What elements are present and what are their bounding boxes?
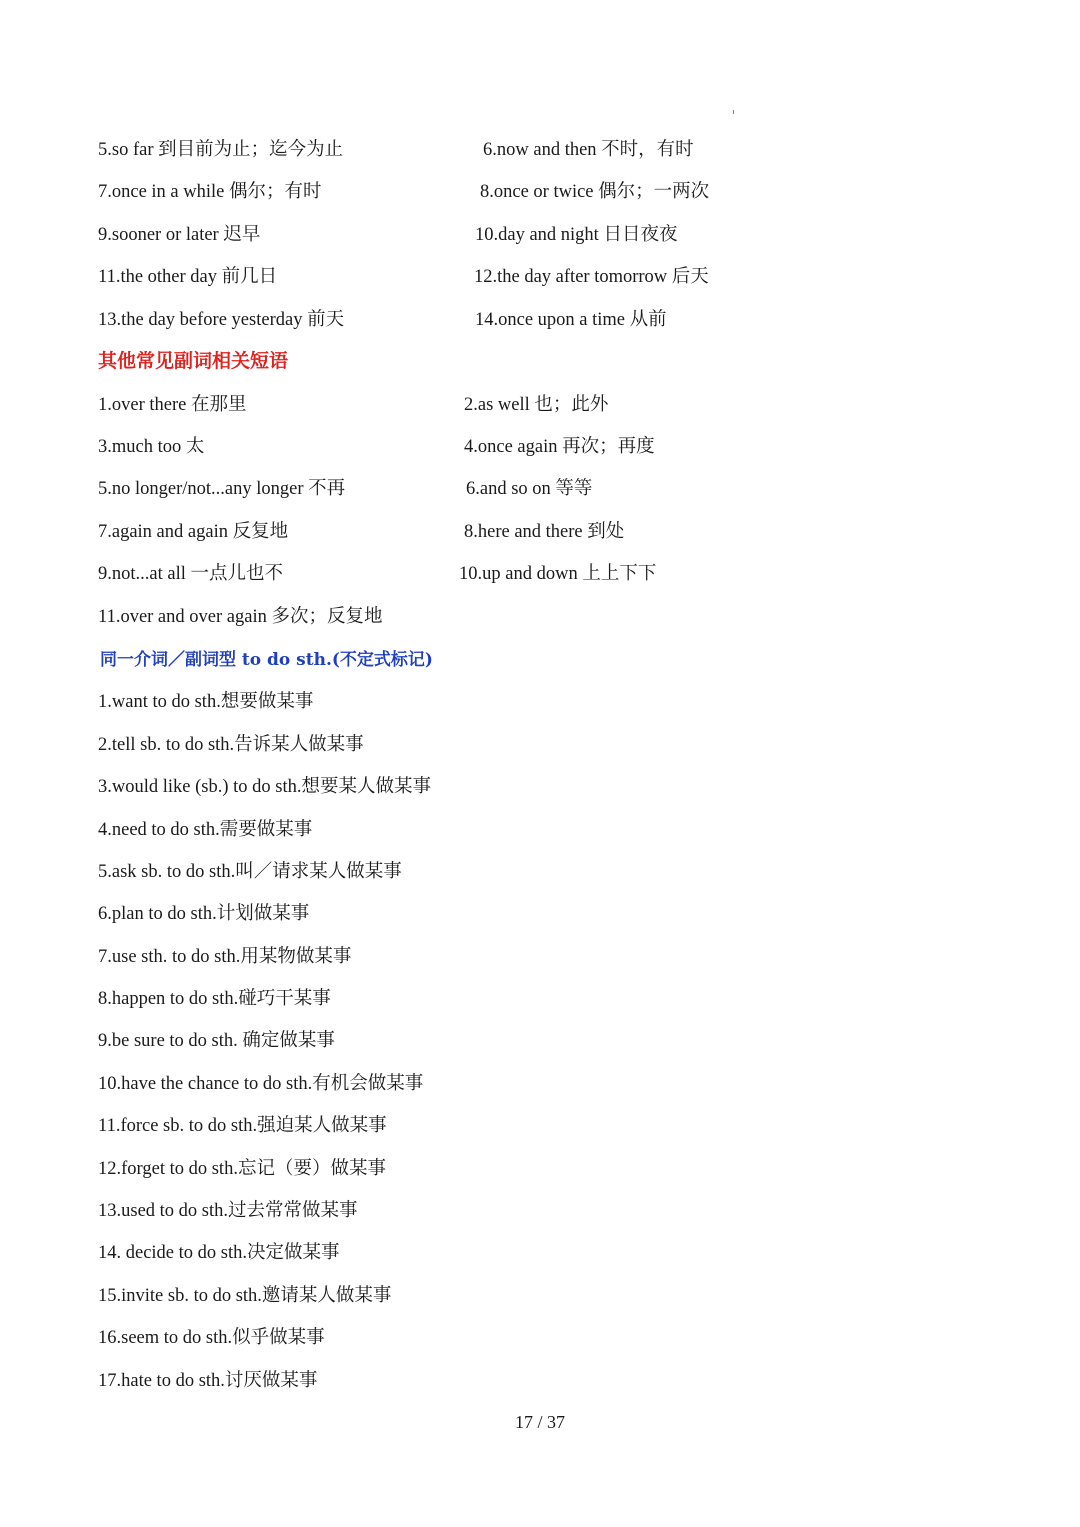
list-item: 17.hate to do sth.讨厌做某事 <box>98 1371 318 1391</box>
phrase-left: 5.so far 到目前为止；迄今为止 <box>98 140 344 160</box>
phrase-right: 6.and so on 等等 <box>466 479 593 499</box>
list-item: 8.happen to do sth.碰巧干某事 <box>98 989 331 1009</box>
phrase-left: 9.not...at all 一点儿也不 <box>98 564 283 584</box>
phrase-left: 11.the other day 前几日 <box>98 267 278 287</box>
page-number: 17 / 37 <box>514 1412 565 1432</box>
phrase-right: 2.as well 也；此外 <box>464 395 609 415</box>
list-item: 11.force sb. to do sth.强迫某人做某事 <box>98 1116 387 1136</box>
phrase-left: 13.the day before yesterday 前天 <box>98 310 345 330</box>
list-item: 3.would like (sb.) to do sth.想要某人做某事 <box>98 777 431 797</box>
phrase-left: 3.much too 太 <box>98 437 205 457</box>
phrase-right: 8.here and there 到处 <box>464 522 625 542</box>
list-item: 9.be sure to do sth. 确定做某事 <box>98 1031 335 1051</box>
list-item: 6.plan to do sth.计划做某事 <box>98 904 310 924</box>
phrase-left: 5.no longer/not...any longer 不再 <box>98 479 346 499</box>
phrase-left: 9.sooner or later 迟早 <box>98 225 261 245</box>
list-item: 14. decide to do sth.决定做某事 <box>98 1243 340 1263</box>
phrase-right: 6.now and then 不时，有时 <box>483 140 694 160</box>
list-item: 12.forget to do sth.忘记（要）做某事 <box>98 1159 386 1179</box>
section-heading: 其他常见副词相关短语 <box>98 350 289 372</box>
list-item: 7.use sth. to do sth.用某物做某事 <box>98 947 352 967</box>
phrase-right: 8.once or twice 偶尔；一两次 <box>480 182 710 202</box>
phrase-left: 7.once in a while 偶尔；有时 <box>98 182 322 202</box>
list-item: 4.need to do sth.需要做某事 <box>98 820 313 840</box>
list-item: 1.want to do sth.想要做某事 <box>98 692 314 712</box>
phrase-right: 12.the day after tomorrow 后天 <box>474 267 709 287</box>
section-heading: 同一介词／副词型 to do sth.(不定式标记) <box>100 650 433 670</box>
list-item: 15.invite sb. to do sth.邀请某人做某事 <box>98 1286 392 1306</box>
scan-mark <box>733 110 734 114</box>
phrase-right: 10.up and down 上上下下 <box>459 564 657 584</box>
phrase-left: 1.over there 在那里 <box>98 395 247 415</box>
phrase-left: 7.again and again 反复地 <box>98 522 289 542</box>
phrase-right: 14.once upon a time 从前 <box>475 310 667 330</box>
phrase-right: 4.once again 再次；再度 <box>464 437 655 457</box>
phrase-left: 11.over and over again 多次；反复地 <box>98 607 383 627</box>
list-item: 16.seem to do sth.似乎做某事 <box>98 1328 325 1348</box>
phrase-right: 10.day and night 日日夜夜 <box>475 225 678 245</box>
list-item: 13.used to do sth.过去常常做某事 <box>98 1201 358 1221</box>
list-item: 2.tell sb. to do sth.告诉某人做某事 <box>98 735 364 755</box>
list-item: 5.ask sb. to do sth.叫／请求某人做某事 <box>98 862 402 882</box>
list-item: 10.have the chance to do sth.有机会做某事 <box>98 1074 424 1094</box>
